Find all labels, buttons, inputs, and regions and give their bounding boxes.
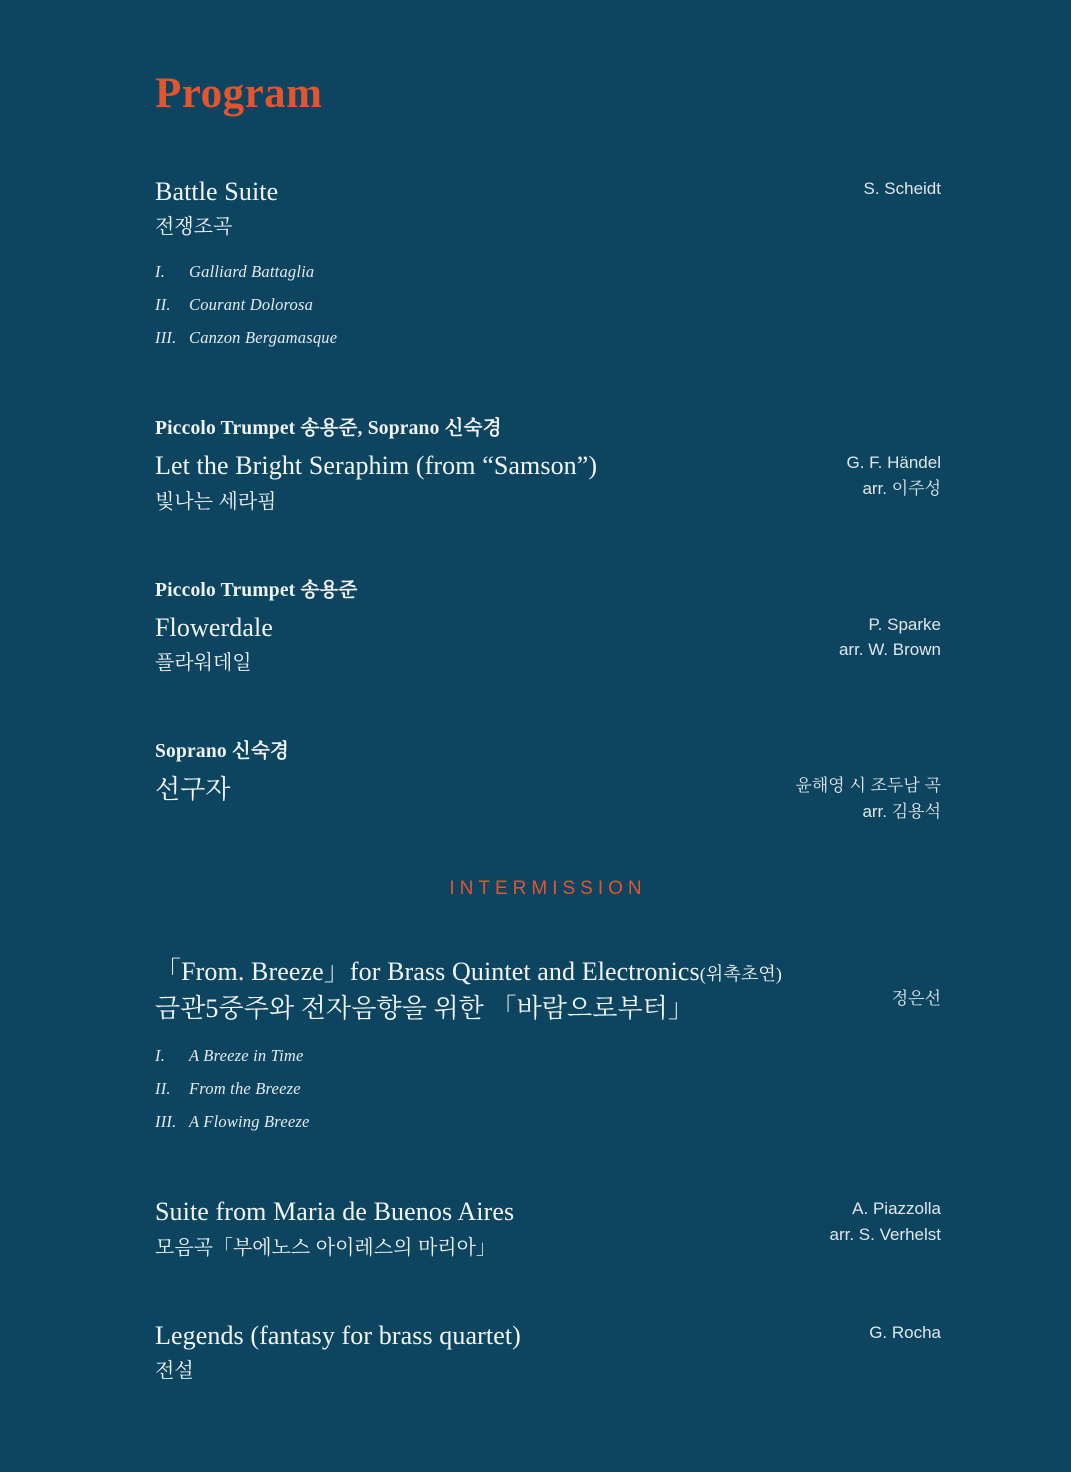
entry-credits: [809, 612, 941, 663]
program-entry: [155, 1196, 941, 1262]
movement-name: Courant Dolorosa: [189, 295, 314, 315]
program-list-part-2: [155, 956, 941, 1385]
credit-line: G. F. Händel: [846, 453, 941, 473]
entry-title-ko: 빛나는 세라핌: [155, 490, 277, 513]
entry-credits: [839, 1320, 941, 1346]
entry-title-ko: 플라워데일: [155, 652, 252, 675]
program-entry: [155, 1320, 941, 1386]
program-entry: [155, 176, 941, 355]
credit-line: arr. 김용석: [862, 801, 941, 821]
credit-line: arr. S. Verhelst: [829, 1224, 941, 1244]
credit-line: G. Rocha: [869, 1322, 941, 1342]
movement-number: I.: [155, 262, 166, 282]
movement-item: [155, 321, 941, 354]
intermission-label: INTERMISSION: [449, 878, 647, 900]
entry-performer: Soprano 신숙경: [155, 741, 290, 763]
movement-name: A Flowing Breeze: [189, 1112, 310, 1132]
entry-title-en: Suite from Maria de Buenos Aires: [155, 1197, 515, 1227]
entry-title-ko: 선구자: [155, 774, 231, 805]
entry-title-en: Flowerdale: [155, 612, 273, 642]
program-entry: [155, 956, 941, 1138]
movement-item: [155, 255, 941, 288]
entry-credits: [834, 176, 942, 202]
entry-performer: Piccolo Trumpet 송용준: [155, 579, 358, 601]
credit-line: 정은선: [891, 989, 941, 1009]
entry-credits: [800, 1196, 942, 1247]
program-entry: [155, 735, 941, 824]
entry-title-en: Legends (fantasy for brass quartet): [155, 1320, 521, 1350]
entry-title-ko: 모음곡「부에노스 아이레스의 마리아」: [155, 1236, 496, 1259]
entry-title-en-suffix: (위촉초연): [699, 964, 782, 985]
entry-title-ko: 금관5중주와 전자음향을 위한 「바람으로부터」: [155, 993, 694, 1023]
entry-movements: [155, 255, 941, 354]
movement-item: [155, 1072, 941, 1105]
credit-line: A. Piazzolla: [852, 1199, 941, 1219]
movement-item: [155, 1105, 941, 1138]
entry-title-ko: 전쟁조곡: [155, 216, 233, 239]
entry-title-en: [155, 956, 862, 989]
entry-credits: [862, 956, 941, 1012]
movement-name: From the Breeze: [189, 1079, 301, 1099]
credit-line: 윤해영 시 조두남 곡: [795, 776, 941, 796]
entry-performer: Piccolo Trumpet 송용준, Soprano 신숙경: [155, 418, 502, 440]
credit-line: arr. 이주성: [862, 478, 941, 498]
entry-title-en: Battle Suite: [155, 176, 279, 206]
entry-title-en: Let the Bright Seraphim (from “Samson”): [155, 451, 598, 481]
movement-number: I.: [155, 1046, 166, 1066]
credit-line: S. Scheidt: [863, 178, 941, 198]
movement-number: II.: [155, 295, 171, 315]
movement-name: Canzon Bergamasque: [189, 328, 338, 348]
movement-name: Galliard Battaglia: [189, 262, 315, 282]
credit-line: arr. W. Brown: [838, 640, 941, 660]
entry-title-ko: 전설: [155, 1360, 194, 1383]
movement-item: [155, 1039, 941, 1072]
program-list-part-1: [155, 176, 941, 825]
program-entry: [155, 412, 941, 516]
entry-credits: [765, 773, 941, 824]
credit-line: P. Sparke: [868, 614, 941, 634]
movement-number: III.: [155, 328, 177, 348]
movement-name: A Breeze in Time: [189, 1046, 304, 1066]
movement-number: II.: [155, 1079, 171, 1099]
movement-number: III.: [155, 1112, 177, 1132]
program-entry: [155, 574, 941, 678]
entry-credits: [817, 450, 942, 501]
entry-movements: [155, 1039, 941, 1138]
page-title: Program: [155, 70, 323, 117]
entry-title-en-main: 「From. Breeze」for Brass Quintet and Electronics: [155, 957, 700, 987]
movement-item: [155, 288, 941, 321]
